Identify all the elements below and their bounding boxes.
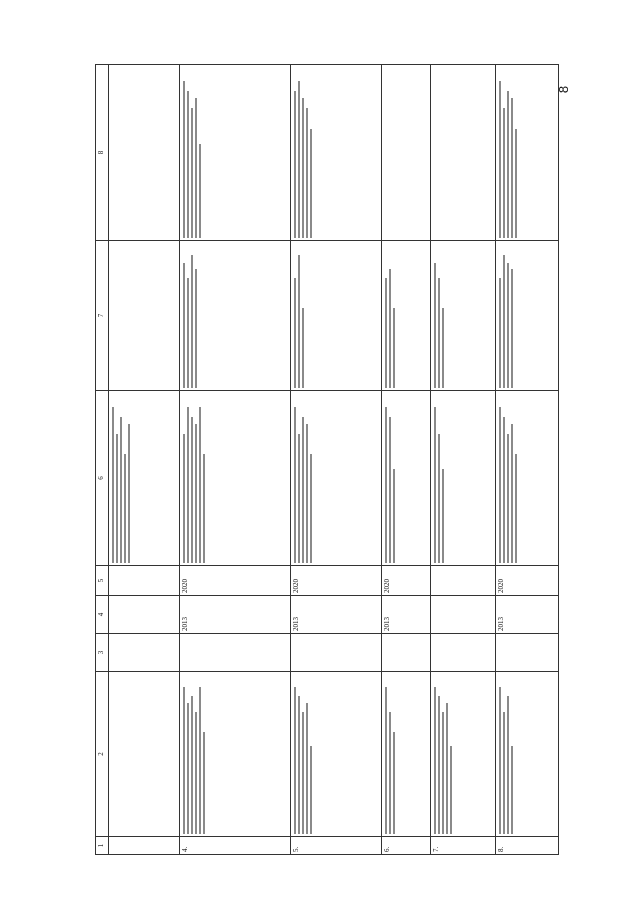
row-number: 8.: [496, 837, 559, 855]
end-year: [431, 566, 496, 596]
col-6: 6: [96, 391, 109, 566]
col-2: 2: [96, 672, 109, 837]
start-year: [431, 596, 496, 634]
measures-table: [95, 64, 559, 855]
table-row: [496, 65, 559, 855]
col-7: 7: [96, 241, 109, 391]
start-year: 2013: [291, 596, 382, 634]
table-row: [291, 65, 382, 855]
end-year: 2020: [180, 566, 291, 596]
row-number: 7.: [431, 837, 496, 855]
row-number: 5.: [291, 837, 382, 855]
col-5: 5: [96, 566, 109, 596]
start-year: 2013: [496, 596, 559, 634]
row-number: 4.: [180, 837, 291, 855]
table-row: [431, 65, 496, 855]
col-3: 3: [96, 634, 109, 672]
end-year: 2020: [382, 566, 431, 596]
table-row: [109, 65, 180, 855]
table-header-row: [96, 65, 109, 855]
col-4: 4: [96, 596, 109, 634]
start-year: 2013: [382, 596, 431, 634]
table-row: [180, 65, 291, 855]
document-sheet: [95, 65, 525, 855]
row-number: 6.: [382, 837, 431, 855]
page-number: 8: [556, 85, 572, 94]
table-row: [382, 65, 431, 855]
start-year: 2013: [180, 596, 291, 634]
end-year: 2020: [291, 566, 382, 596]
end-year: 2020: [496, 566, 559, 596]
col-1: 1: [96, 837, 109, 855]
col-8: 8: [96, 65, 109, 241]
